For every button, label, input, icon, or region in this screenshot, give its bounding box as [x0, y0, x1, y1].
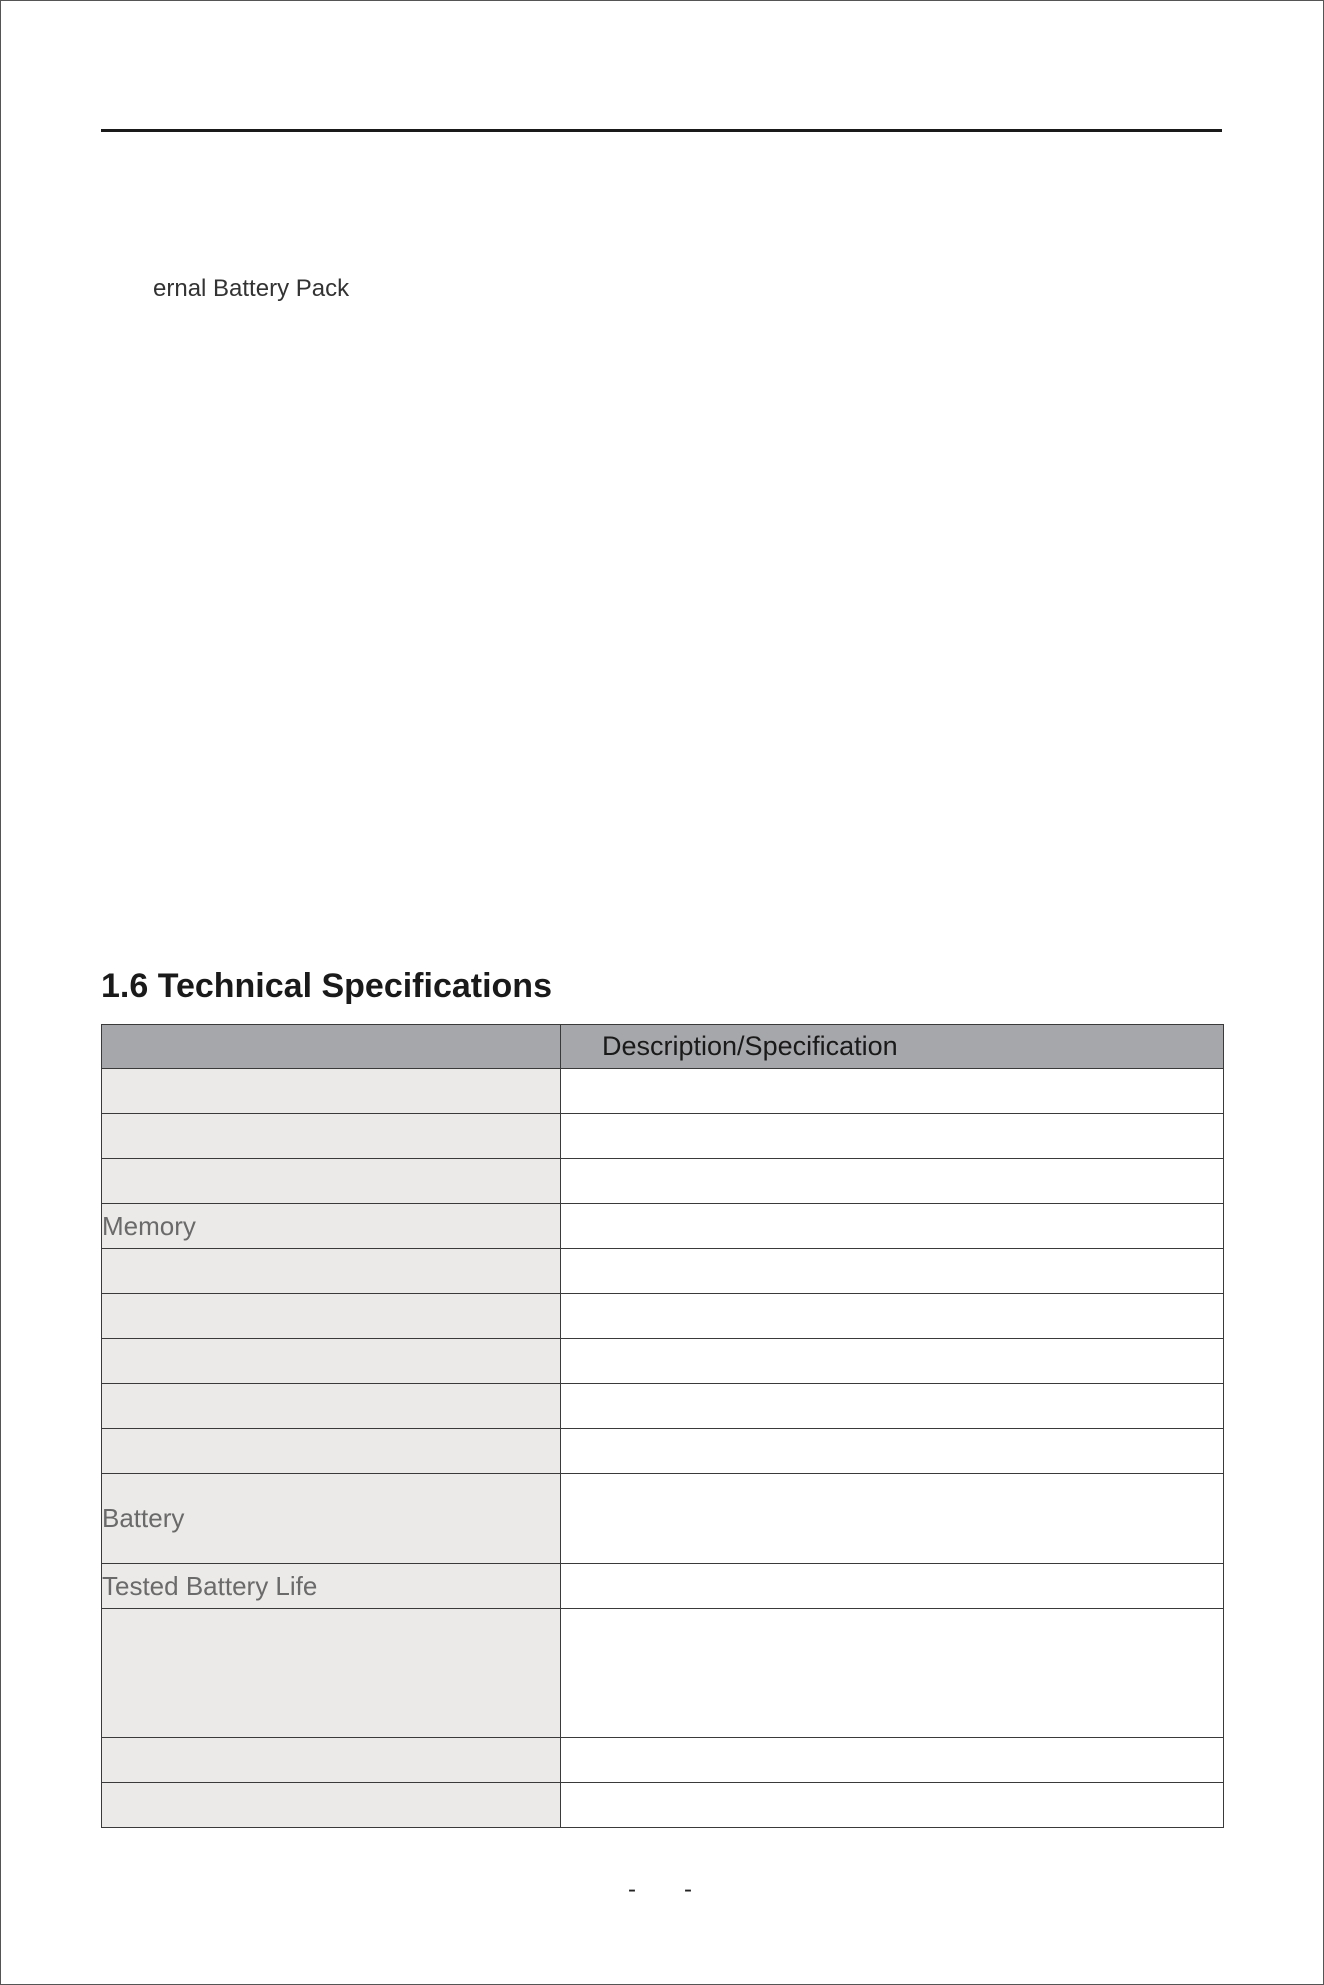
spec-item-cell: Memory	[102, 1204, 561, 1249]
table-row	[102, 1249, 1224, 1294]
spec-item-cell	[102, 1783, 561, 1828]
spec-item-cell	[102, 1609, 561, 1738]
spec-item-cell: Tested Battery Life	[102, 1564, 561, 1609]
header-rule	[101, 129, 1222, 132]
table-header-row	[102, 1025, 1224, 1069]
spec-description-cell	[561, 1474, 1224, 1564]
spec-item-cell	[102, 1114, 561, 1159]
spec-item-cell	[102, 1249, 561, 1294]
spec-item-cell	[102, 1738, 561, 1783]
section-fragment-heading: ernal Battery Pack	[153, 275, 350, 302]
spec-description-cell	[561, 1114, 1224, 1159]
table-row	[102, 1114, 1224, 1159]
spec-description-cell	[561, 1294, 1224, 1339]
table-row	[102, 1339, 1224, 1384]
spec-description-cell	[561, 1609, 1224, 1738]
spec-description-cell	[561, 1204, 1224, 1249]
table-row	[102, 1204, 1224, 1249]
spec-description-cell	[561, 1249, 1224, 1294]
spec-description-cell	[561, 1564, 1224, 1609]
spec-item-cell	[102, 1294, 561, 1339]
spec-description-cell	[561, 1339, 1224, 1384]
page-marker-left: -	[628, 1876, 636, 1903]
spec-item-cell	[102, 1069, 561, 1114]
spec-table	[101, 1024, 1224, 1828]
table-row	[102, 1069, 1224, 1114]
table-row	[102, 1159, 1224, 1204]
table-body	[102, 1069, 1224, 1828]
spec-item-cell	[102, 1339, 561, 1384]
table-row	[102, 1609, 1224, 1738]
section-title: 1.6 Technical Specifications	[101, 967, 552, 1005]
table-row	[102, 1429, 1224, 1474]
page-marker-right: -	[684, 1876, 692, 1903]
table-row	[102, 1474, 1224, 1564]
spec-description-cell	[561, 1783, 1224, 1828]
header-item	[102, 1025, 561, 1069]
spec-item-cell	[102, 1429, 561, 1474]
table-row	[102, 1738, 1224, 1783]
spec-description-cell	[561, 1069, 1224, 1114]
table-row	[102, 1384, 1224, 1429]
table-row	[102, 1783, 1224, 1828]
page-number	[620, 1876, 700, 1906]
spec-description-cell	[561, 1159, 1224, 1204]
spec-item-cell	[102, 1384, 561, 1429]
spec-description-cell	[561, 1429, 1224, 1474]
spec-item-cell	[102, 1159, 561, 1204]
table-row	[102, 1564, 1224, 1609]
spec-description-cell	[561, 1738, 1224, 1783]
spec-item-cell: Battery	[102, 1474, 561, 1564]
header-description: Description/Specification	[561, 1025, 1224, 1069]
spec-description-cell	[561, 1384, 1224, 1429]
table-row	[102, 1294, 1224, 1339]
